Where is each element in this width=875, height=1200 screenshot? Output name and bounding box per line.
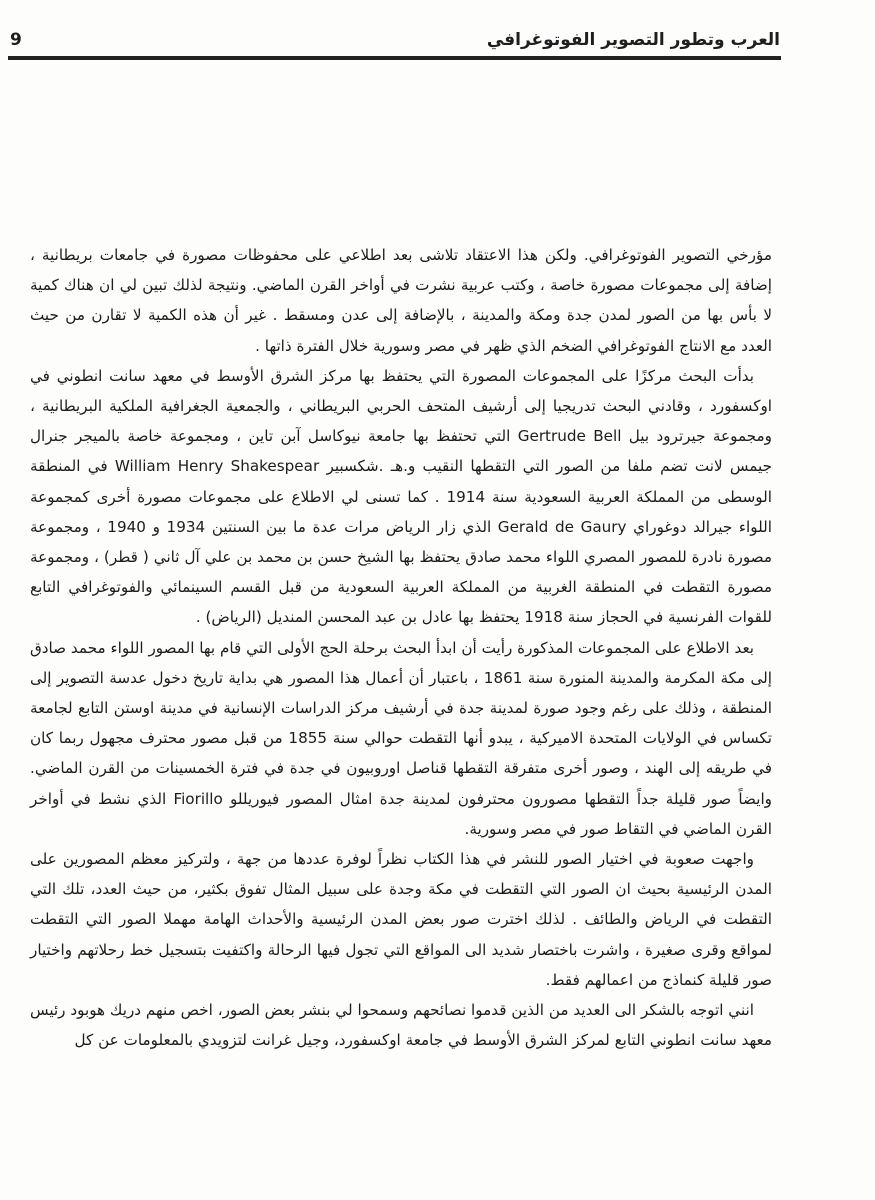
running-header <box>10 26 780 56</box>
paragraph: بدأت البحث مركزًا على المجموعات المصورة التي يحتفظ بها مركز الشرق الأوسط في معهد سانت انطوني في اوكسفورد ، وقادني البحث تدريجيا إلى أرشيف المتحف الحربي البريطاني ، والجمعية الجغرافية الملكية البريطانية ، ومجموعة جيرترود بيل Gertrude Bell التي تحتفظ بها جامعة نيوكاسل آبن تاين ، ومجموعة خاصة بالميجر جنرال جيمس لانت تضم ملفا من الصور التي التقطها النقيب و.هـ .شكسبير William Henry Shakespear في المنطقة الوسطى من المملكة العربية السعودية سنة 1914 . كما تسنى لي الاطلاع على مجموعات مصورة أخرى كمجموعة اللواء جيرالد دوغوراي Gerald de Gaury الذي زار الرياض مرات عدة ما بين السنتين 1934 و 1940 ، ومجموعة مصورة نادرة للمصور المصري اللواء محمد صادق يحتفظ بها الشيخ حسن بن محمد بن علي آل ثاني ( قطر) ، ومجموعة مصورة التقطت في المنطقة الغربية من المملكة العربية السعودية من قبل القسم السينمائي والفوتوغرافي التابع للقوات الفرنسية في الحجاز سنة 1918 يحتفظ بها عادل بن عبد المحسن المنديل (الرياض) . <box>30 366 773 627</box>
page-number: 9 <box>10 30 22 50</box>
body-text <box>30 240 772 1055</box>
paragraph: انني اتوجه بالشكر الى العديد من الذين قدموا نصائحهم وسمحوا لي بنشر بعض الصور، اخص منهم دريك هوبود رئيس معهد سانت انطوني التابع لمركز الشرق الأوسط في جامعة اوكسفورد، وجيل غرانت لتزويدي بالمعلومات عن كل <box>30 1001 772 1050</box>
header-rule <box>8 56 781 60</box>
paragraph: واجهت صعوبة في اختيار الصور للنشر في هذا الكتاب نظراً لوفرة عددها من جهة ، ولتركيز معظم المصورين على المدن الرئيسية بحيث ان الصور التي التقطت في مكة وجدة على سبيل المثال تفوق بكثير، من حيث العدد، تلك التي التقطت في الرياض والطائف . لذلك اخترت صور بعض المدن الرئيسية والأحداث الهامة مهملا الصور التي التقطت لمواقع وقرى صغيرة ، واشرت باختصار شديد الى المواقع التي تجول فيها الرحالة واكتفيت بتسجيل خط رحلاتهم واختيار صور قليلة كنماذج من اعمالهم فقط. <box>30 850 772 989</box>
running-header-title: العرب وتطور التصوير الفوتوغرافي <box>486 30 780 50</box>
paragraph: مؤرخي التصوير الفوتوغرافي. ولكن هذا الاعتقاد تلاشى بعد اطلاعي على محفوظات مصورة في جامعات بريطانية ، إضافة إلى مجموعات مصورة خاصة ، وكتب عربية نشرت في أواخر القرن الماضي. ونتيجة لذلك تبين لي ان هناك كمية لا بأس بها من الصور لمدن جدة ومكة والمدينة ، بالإضافة إلى عدن ومسقط . غير أن هذه الكمية لا تقارن من حيث العدد مع الانتاج الفوتوغرافي الضخم الذي ظهر في مصر وسورية خلال الفترة ذاتها . <box>30 246 772 355</box>
paragraph: بعد الاطلاع على المجموعات المذكورة رأيت أن ابدأ البحث برحلة الحج الأولى التي قام بها المصور اللواء محمد صادق إلى مكة المكرمة والمدينة المنورة سنة 1861 ، باعتبار أن أعمال هذا المصور هي بداية تاريخ دخول عدسة التصوير إلى المنطقة ، وذلك على رغم وجود صورة لمدينة جدة في أرشيف مركز الدراسات الإنسانية في مدينة اوستن التابع لجامعة تكساس في الولايات المتحدة الاميركية ، يبدو أنها التقطت حوالي سنة 1855 من قبل مصور محترف مجهول ربما كان في طريقه إلى الهند ، وصور أخرى متفرقة التقطها قناصل اوروبيون في جدة في فترة الخمسينات من القرن الماضي. وايضاً صور قليلة جداً التقطها مصورون محترفون لمدينة جدة امثال المصور فيوريللو Fiorillo الذي نشط في أواخر القرن الماضي في التقاط صور في مصر وسورية. <box>30 638 772 838</box>
